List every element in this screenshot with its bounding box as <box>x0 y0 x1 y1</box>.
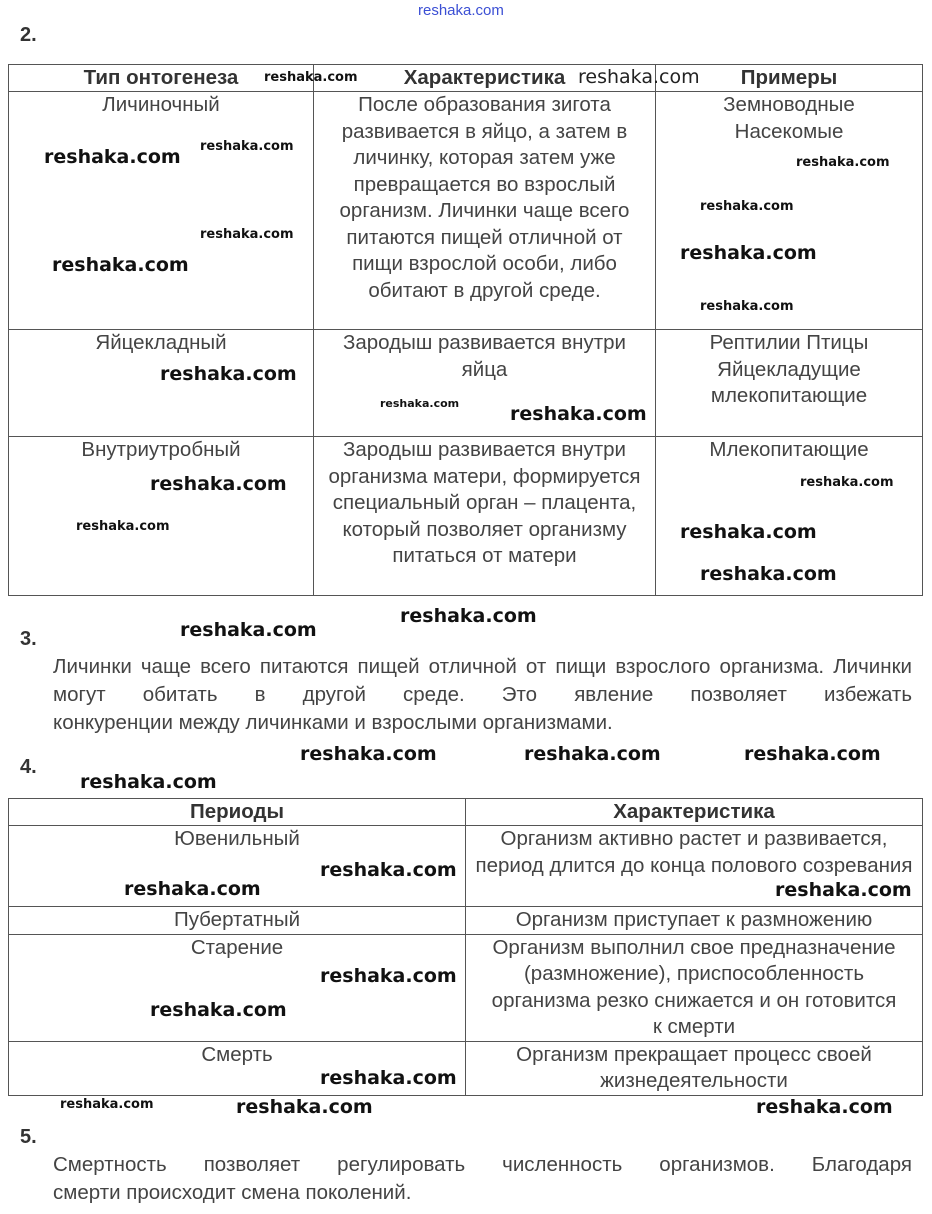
task-2-number: 2. <box>20 24 37 46</box>
description-cell: Зародыш развивается внутри организма матери, формируется специальный орган – плацента, который позволяет организму питаться от матери <box>314 437 656 596</box>
header-characteristic: Характеристика <box>314 65 656 92</box>
watermark: reshaka.com <box>200 139 294 154</box>
watermark: reshaka.com <box>236 1096 373 1118</box>
watermark: reshaka.com <box>680 242 817 264</box>
watermark: reshaka.com <box>60 1097 154 1112</box>
period-cell: Старение <box>9 934 466 1041</box>
watermark: reshaka.com <box>680 521 817 543</box>
watermark: reshaka.com <box>124 878 261 900</box>
task-5-text <box>53 1151 912 1207</box>
watermark: reshaka.com <box>510 403 647 425</box>
type-cell: Личиночный <box>9 92 314 330</box>
task-5-text-main: Смертность позволяет регулировать численность организмов. Благодаря <box>53 1153 912 1176</box>
description-cell: Организм приступает к размножению <box>466 907 923 935</box>
task-3-number: 3. <box>20 628 37 650</box>
watermark: reshaka.com <box>418 2 504 19</box>
table-row <box>9 934 923 1041</box>
period-cell: Пубертатный <box>9 907 466 935</box>
watermark: reshaka.com <box>320 859 457 881</box>
watermark: reshaka.com <box>744 743 881 765</box>
watermark: reshaka.com <box>264 70 358 85</box>
description-cell: Организм выполнил свое предназначение (размножение), приспособленность организма резко снижается и он готовится к смерти <box>466 934 923 1041</box>
ontogenesis-table <box>8 64 923 596</box>
period-cell: Ювенильный <box>9 826 466 907</box>
table-row <box>9 907 923 935</box>
table-header-row <box>9 65 923 92</box>
task-5-number: 5. <box>20 1126 37 1148</box>
table-header-row <box>9 799 923 826</box>
examples-cell: Рептилии Птицы Яйцекладущие млекопитающие <box>656 330 923 437</box>
periods-table <box>8 798 923 1096</box>
watermark: reshaka.com <box>160 363 297 385</box>
watermark: reshaka.com <box>200 227 294 242</box>
watermark: reshaka.com <box>150 999 287 1021</box>
watermark: reshaka.com <box>524 743 661 765</box>
task-4-number: 4. <box>20 756 37 778</box>
table-row <box>9 330 923 437</box>
watermark: reshaka.com <box>180 619 317 641</box>
header-type: Тип онтогенеза <box>9 65 314 92</box>
watermark: reshaka.com <box>320 965 457 987</box>
period-cell: Смерть <box>9 1041 466 1095</box>
header-periods: Периоды <box>9 799 466 826</box>
description-cell: Зародыш развивается внутри яйца <box>314 330 656 437</box>
watermark: reshaka.com <box>578 66 700 88</box>
task-5-text-last: смерти происходит смена поколений. <box>53 1181 412 1204</box>
watermark: reshaka.com <box>775 879 912 901</box>
watermark: reshaka.com <box>150 473 287 495</box>
watermark: reshaka.com <box>320 1067 457 1089</box>
header-examples: Примеры <box>656 65 923 92</box>
description-cell: После образования зигота развивается в яйцо, а затем в личинку, которая затем уже превращается во взрослый организм. Личинки чаще всего питаются пищей отличной от пищи взрослой особи, либо обитают в другой среде. <box>314 92 656 330</box>
watermark: reshaka.com <box>300 743 437 765</box>
header-characteristic: Характеристика <box>466 799 923 826</box>
watermark: reshaka.com <box>76 519 170 534</box>
watermark: reshaka.com <box>796 155 890 170</box>
task-3-text-main: Личинки чаще всего питаются пищей отличной от пищи взрослого организма. Личинки могут обитать в другой среде. Это явление позволяет избежать <box>53 655 912 706</box>
watermark: reshaka.com <box>756 1096 893 1118</box>
table-row <box>9 1041 923 1095</box>
examples-cell: Млекопитающие <box>656 437 923 596</box>
watermark: reshaka.com <box>700 299 794 314</box>
watermark: reshaka.com <box>400 605 537 627</box>
watermark: reshaka.com <box>80 771 217 793</box>
type-cell: Яйцекладный <box>9 330 314 437</box>
watermark: reshaka.com <box>380 397 460 410</box>
watermark: reshaka.com <box>700 563 837 585</box>
watermark: reshaka.com <box>52 254 189 276</box>
description-cell: Организм активно растет и развивается, период длится до конца полового созревания <box>466 826 923 907</box>
examples-cell: Земноводные Насекомые <box>656 92 923 330</box>
type-cell: Внутриутробный <box>9 437 314 596</box>
watermark: reshaka.com <box>800 475 894 490</box>
description-cell: Организм прекращает процесс своей жизнедеятельности <box>466 1041 923 1095</box>
watermark: reshaka.com <box>700 199 794 214</box>
task-3-text-last: конкуренции между личинками и взрослыми организмами. <box>53 711 613 734</box>
watermark: reshaka.com <box>44 146 181 168</box>
task-3-text <box>53 653 912 737</box>
